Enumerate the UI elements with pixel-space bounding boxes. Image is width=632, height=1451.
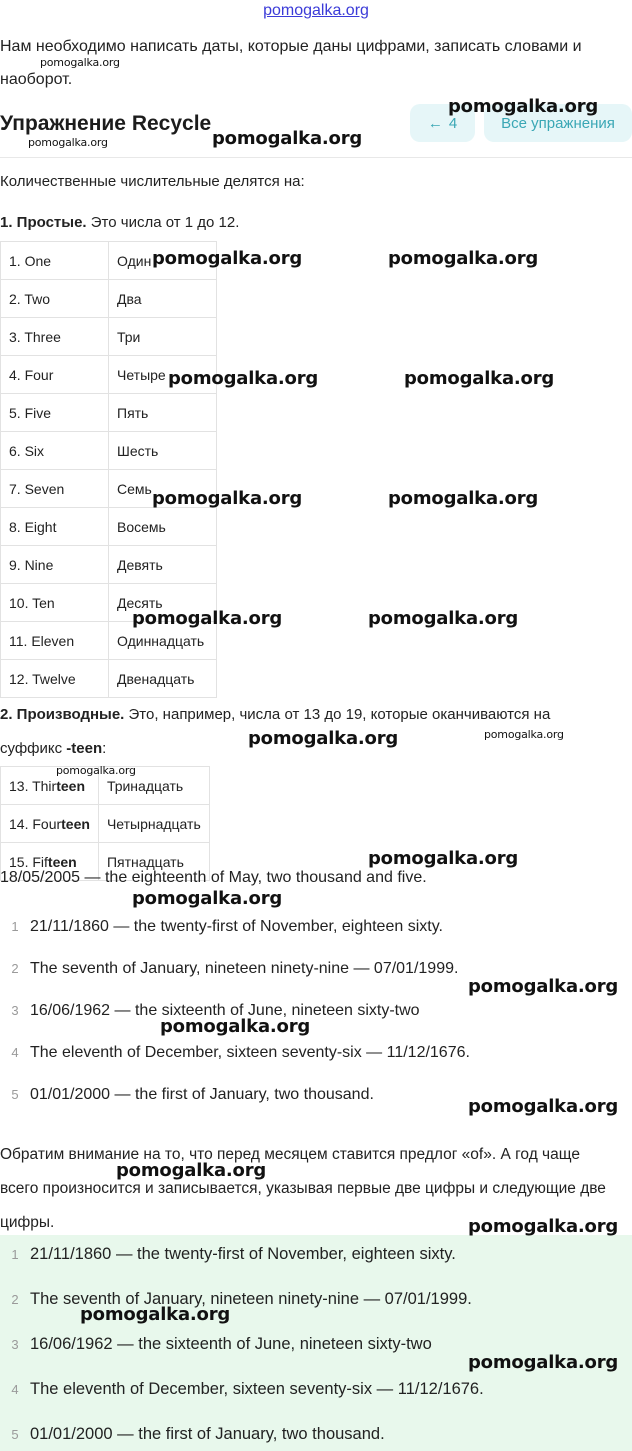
russian-number-cell: Девять [109,546,217,584]
english-number-cell: 4. Four [1,356,109,394]
english-number-cell: 1. One [1,242,109,280]
site-link[interactable]: pomogalka.org [263,2,369,19]
derived-suffix: -teen [66,740,103,757]
watermark: pomogalka.org [28,136,108,149]
answer-text: 21/11/1860 — the twenty-first of November, eighteen sixty. [30,1245,456,1263]
number-stem: 15. Fif [9,853,48,870]
russian-number-cell: Четырнадцать [98,805,209,843]
watermark: pomogalka.org [388,488,539,509]
english-number-cell: 8. Eight [1,508,109,546]
item-number: 5 [11,1087,19,1102]
simple-text: Это числа от 1 до 12. [86,214,240,231]
answer-box-item [0,1425,632,1444]
english-number-cell [1,805,99,843]
exercise-title: Упражнение Recycle [0,112,212,135]
derived-heading [0,706,632,723]
derived-colon: : [102,740,107,757]
english-number-cell: 3. Three [1,318,109,356]
english-number-cell: 12. Twelve [1,660,109,698]
watermark: pomogalka.org [132,608,283,629]
table-row [1,508,217,546]
watermark: pomogalka.org [116,1160,267,1181]
watermark: pomogalka.org [168,368,319,389]
watermark: pomogalka.org [388,248,539,269]
derived-table-clip [0,766,240,870]
item-number: 1 [11,919,19,934]
russian-number-cell: Четыре [109,356,217,394]
answer-item [0,1044,632,1062]
prev-exercise-label: 4 [448,114,458,132]
watermark: pomogalka.org [468,1216,619,1237]
note-text: Обратим внимание на то, что перед месяцем ставится предлог «of». А год чаще всего произносится и записывается, указывая первые две цифры и следующие две цифры. [0,1146,606,1231]
watermark: pomogalka.org [56,764,136,777]
english-number-cell: 10. Ten [1,584,109,622]
divider [0,157,632,158]
answer-text: The seventh of January, nineteen ninety-nine — 07/01/1999. [30,1290,472,1308]
item-number: 2 [11,1292,19,1307]
watermark: pomogalka.org [80,1304,231,1325]
watermark: pomogalka.org [160,1016,311,1037]
answer-text: 21/11/1860 — the twenty-first of November, eighteen sixty. [30,918,443,935]
english-number-cell: 9. Nine [1,546,109,584]
table-row [1,432,217,470]
all-exercises-label: Все упражнения [501,114,615,132]
simple-heading [0,214,239,231]
answer-box-item [0,1245,632,1264]
watermark: pomogalka.org [448,96,599,117]
russian-number-cell: Десять [109,584,217,622]
answer-text: 16/06/1962 — the sixteenth of June, nineteen sixty-two [30,1335,432,1353]
number-stem: 13. Thir [9,777,57,794]
number-suffix: teen [47,853,77,870]
intro-text: Нам необходимо написать даты, которые даны цифрами, записать словами и наоборот. [0,38,582,88]
watermark: pomogalka.org [368,608,519,629]
russian-number-cell: Семь [109,470,217,508]
watermark: pomogalka.org [368,848,519,869]
watermark: pomogalka.org [468,976,619,997]
watermark: pomogalka.org [132,888,283,909]
english-number-cell: 7. Seven [1,470,109,508]
number-suffix: teen [56,777,86,794]
watermark: pomogalka.org [468,1352,619,1373]
watermark: pomogalka.org [152,248,303,269]
english-number-cell: 5. Five [1,394,109,432]
table-row [1,546,217,584]
item-number: 4 [11,1382,19,1397]
watermark: pomogalka.org [484,728,564,741]
derived-line2: суффикс [0,740,67,757]
watermark: pomogalka.org [212,128,363,149]
table-row [1,805,210,843]
russian-number-cell: Одиннадцать [109,622,217,660]
russian-number-cell: Тринадцать [98,767,209,805]
watermark: pomogalka.org [468,1096,619,1117]
russian-number-cell: Два [109,280,217,318]
answer-item [0,918,632,936]
derived-label: 2. Производные. [0,706,125,723]
item-number: 3 [11,1337,19,1352]
derived-text: Это, например, числа от 13 до 19, которые оканчиваются на [124,706,551,723]
item-number: 3 [11,1003,19,1018]
item-number: 4 [11,1045,19,1060]
english-number-cell: 11. Eleven [1,622,109,660]
derived-numbers-table [0,766,210,881]
simple-numbers-table [0,241,217,698]
watermark: pomogalka.org [248,728,399,749]
arrow-left-icon: ← [427,114,443,132]
item-number: 5 [11,1427,19,1442]
answer-text: 16/06/1962 — the sixteenth of June, nineteen sixty-two [30,1002,420,1019]
answer-text: The seventh of January, nineteen ninety-nine — 07/01/1999. [30,960,459,977]
answer-text: 01/01/2000 — the first of January, two thousand. [30,1086,374,1103]
answer-item [0,1002,632,1020]
item-number: 1 [11,1247,19,1262]
example-line: 18/05/2005 — the eighteenth of May, two thousand and five. [0,869,427,886]
types-intro: Количественные числительные делятся на: [0,173,305,190]
answer-box-item [0,1380,632,1399]
answer-text: The eleventh of December, sixteen seventy-six — 11/12/1676. [30,1380,484,1398]
simple-label: 1. Простые. [0,214,87,231]
watermark: pomogalka.org [40,56,120,69]
russian-number-cell: Три [109,318,217,356]
russian-number-cell: Один [109,242,217,280]
russian-number-cell: Двенадцать [109,660,217,698]
number-suffix: teen [61,815,90,832]
russian-number-cell: Пятнадцать [98,843,209,881]
watermark: pomogalka.org [152,488,303,509]
english-number-cell: 6. Six [1,432,109,470]
table-row [1,660,217,698]
answer-text: The eleventh of December, sixteen seventy-six — 11/12/1676. [30,1044,470,1061]
english-number-cell: 2. Two [1,280,109,318]
russian-number-cell: Восемь [109,508,217,546]
number-stem: 14. Four [9,815,62,832]
table-row [1,280,217,318]
table-row [1,318,217,356]
derived-suffix-line [0,740,106,757]
answer-text: 01/01/2000 — the first of January, two thousand. [30,1425,385,1443]
table-row [1,394,217,432]
watermark: pomogalka.org [404,368,555,389]
russian-number-cell: Шесть [109,432,217,470]
russian-number-cell: Пять [109,394,217,432]
item-number: 2 [11,961,19,976]
